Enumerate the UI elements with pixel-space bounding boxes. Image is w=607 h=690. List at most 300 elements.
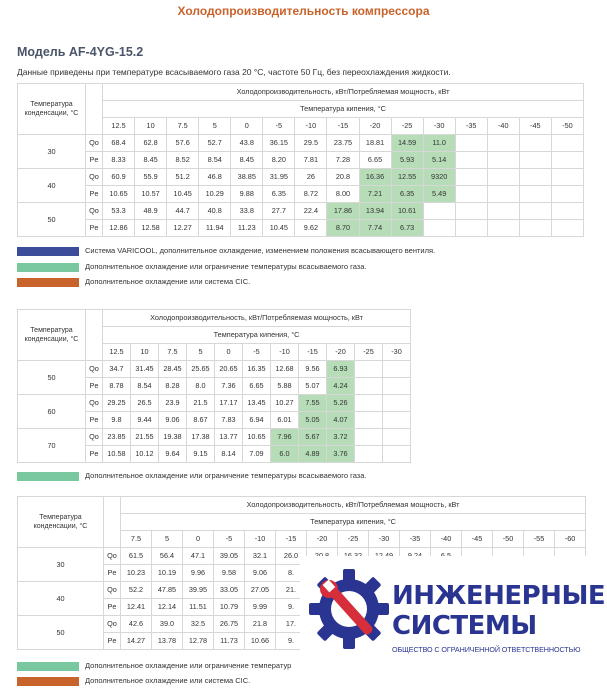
- green-legend-swatch: [17, 263, 79, 272]
- blank-cell: [86, 84, 103, 135]
- table-row: [18, 361, 411, 378]
- value-cell: 33.05: [214, 582, 245, 599]
- value-cell: 12.68: [271, 361, 299, 378]
- value-cell: 23.75: [327, 135, 359, 152]
- value-cell: 29.5: [295, 135, 327, 152]
- table-row: [18, 203, 584, 220]
- value-cell: 43.8: [231, 135, 263, 152]
- value-cell: 5.07: [299, 378, 327, 395]
- evap-temp-cell: -45: [462, 531, 493, 548]
- condensing-temp-cell: 40: [18, 169, 86, 203]
- value-cell: [423, 203, 455, 220]
- value-cell: 10.57: [135, 186, 167, 203]
- value-cell: 21.: [276, 582, 307, 599]
- table-row: [18, 220, 584, 237]
- value-cell: 17.17: [215, 395, 243, 412]
- value-cell: 11.23: [231, 220, 263, 237]
- value-cell: 6.0: [271, 446, 299, 463]
- value-cell: 3.72: [327, 429, 355, 446]
- value-cell: 55.9: [135, 169, 167, 186]
- value-cell: [383, 395, 411, 412]
- row-label: Qo: [86, 135, 103, 152]
- value-cell: 23.85: [103, 429, 131, 446]
- evap-temp-cell: -60: [555, 531, 586, 548]
- value-cell: 34.7: [103, 361, 131, 378]
- value-cell: 8.72: [295, 186, 327, 203]
- row-label: Pe: [104, 599, 121, 616]
- value-cell: 10.61: [391, 203, 423, 220]
- blank-cell: [104, 497, 121, 548]
- value-cell: 12.55: [391, 169, 423, 186]
- value-cell: [355, 412, 383, 429]
- row-label: Qo: [86, 429, 103, 446]
- page-title: Холодопроизводительность компрессора: [177, 4, 430, 18]
- legend-item: [17, 661, 291, 671]
- value-cell: [519, 220, 551, 237]
- row-label: Pe: [104, 565, 121, 582]
- value-cell: 6.93: [327, 361, 355, 378]
- legend-item: [17, 262, 366, 272]
- table-row: [18, 429, 411, 446]
- value-cell: 9.06: [245, 565, 276, 582]
- value-cell: 26.0: [276, 548, 307, 565]
- value-cell: 9.62: [295, 220, 327, 237]
- value-cell: 10.65: [103, 186, 135, 203]
- value-cell: 8.0: [187, 378, 215, 395]
- evap-temp-cell: -50: [551, 118, 583, 135]
- value-cell: 10.45: [263, 220, 295, 237]
- value-cell: 36.15: [263, 135, 295, 152]
- value-cell: 11.94: [199, 220, 231, 237]
- evap-temp-cell: -10: [245, 531, 276, 548]
- legend-text: Дополнительное охлаждение или ограничение температур: [85, 661, 292, 670]
- evap-temp-cell: -5: [263, 118, 295, 135]
- value-cell: 9.15: [187, 446, 215, 463]
- value-cell: [355, 361, 383, 378]
- value-cell: [487, 152, 519, 169]
- value-cell: 62.8: [135, 135, 167, 152]
- value-cell: [551, 152, 583, 169]
- value-cell: 32.5: [183, 616, 214, 633]
- value-cell: [383, 361, 411, 378]
- evap-temp-cell: 12.5: [103, 118, 135, 135]
- value-cell: 17.38: [187, 429, 215, 446]
- value-cell: 10.45: [167, 186, 199, 203]
- value-cell: 9.99: [245, 599, 276, 616]
- value-cell: 26: [295, 169, 327, 186]
- condensing-temp-header: Температура конденсации, °С: [18, 310, 86, 361]
- value-cell: 33.8: [231, 203, 263, 220]
- table-row: [18, 395, 411, 412]
- value-cell: 9.8: [103, 412, 131, 429]
- value-cell: [383, 378, 411, 395]
- value-cell: 57.6: [167, 135, 199, 152]
- evap-temp-cell: 0: [231, 118, 263, 135]
- evap-temp-cell: -15: [327, 118, 359, 135]
- value-cell: 8.45: [231, 152, 263, 169]
- value-cell: 7.74: [359, 220, 391, 237]
- row-label: Qo: [86, 169, 103, 186]
- green-legend-swatch: [17, 472, 79, 481]
- value-cell: 20.8: [327, 169, 359, 186]
- value-cell: 9.58: [214, 565, 245, 582]
- value-cell: [487, 186, 519, 203]
- capacity-power-header: Холодопроизводительность, кВт/Потребляемая мощность, кВт: [103, 310, 411, 327]
- value-cell: 52.7: [199, 135, 231, 152]
- value-cell: 48.9: [135, 203, 167, 220]
- value-cell: 44.7: [167, 203, 199, 220]
- condensing-temp-cell: 50: [18, 361, 86, 395]
- value-cell: 14.59: [391, 135, 423, 152]
- evap-temp-cell: 0: [215, 344, 243, 361]
- value-cell: 9.: [276, 633, 307, 650]
- evap-temp-cell: -25: [338, 531, 369, 548]
- value-cell: 39.0: [152, 616, 183, 633]
- value-cell: [551, 169, 583, 186]
- row-label: Qo: [104, 582, 121, 599]
- value-cell: 17.86: [327, 203, 359, 220]
- capacity-power-header: Холодопроизводительность, кВт/Потребляемая мощность, кВт: [121, 497, 586, 514]
- value-cell: [355, 378, 383, 395]
- value-cell: 7.21: [359, 186, 391, 203]
- evap-temp-cell: -20: [359, 118, 391, 135]
- value-cell: [551, 186, 583, 203]
- row-label: Pe: [104, 633, 121, 650]
- value-cell: 8.28: [159, 378, 187, 395]
- value-cell: 10.79: [214, 599, 245, 616]
- value-cell: 40.8: [199, 203, 231, 220]
- value-cell: 9.56: [299, 361, 327, 378]
- value-cell: 31.95: [263, 169, 295, 186]
- value-cell: [383, 446, 411, 463]
- value-cell: 8.00: [327, 186, 359, 203]
- condensing-temp-cell: 50: [18, 203, 86, 237]
- evap-temp-cell: 7.5: [167, 118, 199, 135]
- value-cell: 12.78: [183, 633, 214, 650]
- evap-temp-cell: 5: [152, 531, 183, 548]
- value-cell: [423, 220, 455, 237]
- value-cell: [487, 203, 519, 220]
- value-cell: 12.27: [167, 220, 199, 237]
- value-cell: 10.12: [131, 446, 159, 463]
- condensing-temp-cell: 30: [18, 548, 104, 582]
- legend-item: [17, 246, 435, 256]
- performance-table-1: [17, 83, 584, 237]
- legend-item: [17, 471, 366, 481]
- value-cell: [551, 203, 583, 220]
- row-label: Qo: [104, 548, 121, 565]
- evap-temp-cell: -50: [493, 531, 524, 548]
- value-cell: [383, 412, 411, 429]
- value-cell: [519, 169, 551, 186]
- company-logo: [305, 565, 605, 669]
- value-cell: 20.65: [215, 361, 243, 378]
- value-cell: 16.35: [243, 361, 271, 378]
- value-cell: 19.38: [159, 429, 187, 446]
- value-cell: 68.4: [103, 135, 135, 152]
- value-cell: [487, 135, 519, 152]
- evaporating-temp-header: Температура кипения, °С: [121, 514, 586, 531]
- value-cell: 56.4: [152, 548, 183, 565]
- value-cell: [355, 429, 383, 446]
- value-cell: 6.01: [271, 412, 299, 429]
- value-cell: 8.: [276, 565, 307, 582]
- evap-temp-cell: 7.5: [159, 344, 187, 361]
- value-cell: 26.75: [214, 616, 245, 633]
- value-cell: 4.24: [327, 378, 355, 395]
- condensing-temp-cell: 70: [18, 429, 86, 463]
- evap-temp-cell: -55: [524, 531, 555, 548]
- condensing-temp-header: Температура конденсации, °С: [18, 497, 104, 548]
- value-cell: 12.14: [152, 599, 183, 616]
- table-row: [18, 169, 584, 186]
- value-cell: 8.45: [135, 152, 167, 169]
- value-cell: [455, 186, 487, 203]
- value-cell: 10.58: [103, 446, 131, 463]
- value-cell: [455, 152, 487, 169]
- value-cell: 10.23: [121, 565, 152, 582]
- value-cell: 13.77: [215, 429, 243, 446]
- value-cell: [551, 135, 583, 152]
- condensing-temp-cell: 30: [18, 135, 86, 169]
- evap-temp-cell: -30: [369, 531, 400, 548]
- evap-temp-cell: 0: [183, 531, 214, 548]
- value-cell: 8.33: [103, 152, 135, 169]
- blank-cell: [86, 310, 103, 361]
- value-cell: [519, 186, 551, 203]
- value-cell: 14.27: [121, 633, 152, 650]
- value-cell: 28.45: [159, 361, 187, 378]
- value-cell: 5.49: [423, 186, 455, 203]
- evap-temp-cell: -25: [391, 118, 423, 135]
- value-cell: 9.: [276, 599, 307, 616]
- value-cell: 4.07: [327, 412, 355, 429]
- value-cell: [455, 169, 487, 186]
- value-cell: 8.54: [131, 378, 159, 395]
- value-cell: 10.27: [271, 395, 299, 412]
- evap-temp-cell: 10: [135, 118, 167, 135]
- value-cell: 7.36: [215, 378, 243, 395]
- value-cell: 26.5: [131, 395, 159, 412]
- evap-temp-cell: 12.5: [103, 344, 131, 361]
- value-cell: 61.5: [121, 548, 152, 565]
- value-cell: [455, 220, 487, 237]
- evap-temp-cell: -30: [383, 344, 411, 361]
- value-cell: 13.45: [243, 395, 271, 412]
- value-cell: 29.25: [103, 395, 131, 412]
- capacity-power-header: Холодопроизводительность, кВт/Потребляемая мощность, кВт: [103, 84, 584, 101]
- value-cell: 16.36: [359, 169, 391, 186]
- performance-table-2: [17, 309, 411, 463]
- value-cell: 51.2: [167, 169, 199, 186]
- value-cell: 9.44: [131, 412, 159, 429]
- row-label: Pe: [86, 378, 103, 395]
- value-cell: [383, 429, 411, 446]
- value-cell: 12.41: [121, 599, 152, 616]
- value-cell: 9.06: [159, 412, 187, 429]
- value-cell: 10.66: [245, 633, 276, 650]
- evap-temp-cell: -15: [299, 344, 327, 361]
- value-cell: 21.5: [187, 395, 215, 412]
- value-cell: 5.93: [391, 152, 423, 169]
- model-title: Модель AF-4YG-15.2: [17, 45, 144, 59]
- row-label: Qo: [104, 616, 121, 633]
- row-label: Pe: [86, 186, 103, 203]
- evap-temp-cell: -5: [214, 531, 245, 548]
- value-cell: 6.35: [263, 186, 295, 203]
- condensing-temp-header: Температура конденсации, °С: [18, 84, 86, 135]
- value-cell: 4.89: [299, 446, 327, 463]
- value-cell: 12.58: [135, 220, 167, 237]
- condensing-temp-cell: 50: [18, 616, 104, 650]
- orange-legend-swatch: [17, 278, 79, 287]
- evap-temp-cell: -25: [355, 344, 383, 361]
- value-cell: 9.88: [231, 186, 263, 203]
- table-row: [18, 152, 584, 169]
- legend-text: Дополнительное охлаждение или ограничение температуры всасываемого газа.: [85, 471, 367, 480]
- value-cell: 7.55: [299, 395, 327, 412]
- value-cell: 27.05: [245, 582, 276, 599]
- value-cell: 22.4: [295, 203, 327, 220]
- value-cell: 42.6: [121, 616, 152, 633]
- value-cell: 9.64: [159, 446, 187, 463]
- evap-temp-cell: -35: [400, 531, 431, 548]
- value-cell: 8.54: [199, 152, 231, 169]
- evap-temp-cell: 10: [131, 344, 159, 361]
- value-cell: 11.73: [214, 633, 245, 650]
- value-cell: 7.81: [295, 152, 327, 169]
- value-cell: 53.3: [103, 203, 135, 220]
- value-cell: 5.26: [327, 395, 355, 412]
- evap-temp-cell: 7.5: [121, 531, 152, 548]
- table-row: [18, 186, 584, 203]
- evap-temp-cell: -40: [431, 531, 462, 548]
- value-cell: 21.8: [245, 616, 276, 633]
- evaporating-temp-header: Температура кипения, °С: [103, 327, 411, 344]
- evap-temp-cell: 5: [199, 118, 231, 135]
- value-cell: 18.81: [359, 135, 391, 152]
- evap-temp-cell: -20: [327, 344, 355, 361]
- value-cell: 32.1: [245, 548, 276, 565]
- value-cell: [355, 446, 383, 463]
- value-cell: 13.94: [359, 203, 391, 220]
- blue-legend-swatch: [17, 247, 79, 256]
- legend-item: [17, 676, 250, 686]
- value-cell: 6.65: [243, 378, 271, 395]
- value-cell: [487, 169, 519, 186]
- value-cell: 10.19: [152, 565, 183, 582]
- row-label: Pe: [86, 412, 103, 429]
- value-cell: [551, 220, 583, 237]
- evap-temp-cell: -35: [455, 118, 487, 135]
- value-cell: 13.78: [152, 633, 183, 650]
- value-cell: 8.52: [167, 152, 199, 169]
- data-conditions-note: Данные приведены при температуре всасываемого газа 20 °С, частоте 50 Гц, без переохлаждения жидкости.: [17, 67, 451, 77]
- value-cell: 3.76: [327, 446, 355, 463]
- value-cell: 5.14: [423, 152, 455, 169]
- value-cell: 7.83: [215, 412, 243, 429]
- value-cell: [487, 220, 519, 237]
- value-cell: 39.05: [214, 548, 245, 565]
- legend-text: Система VARICOOL, дополнительное охлаждение, изменением положения всасывающего вентиля.: [85, 246, 436, 255]
- value-cell: 25.65: [187, 361, 215, 378]
- value-cell: 27.7: [263, 203, 295, 220]
- value-cell: 46.8: [199, 169, 231, 186]
- value-cell: 7.28: [327, 152, 359, 169]
- value-cell: [519, 135, 551, 152]
- value-cell: 52.2: [121, 582, 152, 599]
- value-cell: 7.09: [243, 446, 271, 463]
- value-cell: 39.95: [183, 582, 214, 599]
- value-cell: 23.9: [159, 395, 187, 412]
- value-cell: 12.86: [103, 220, 135, 237]
- value-cell: 6.65: [359, 152, 391, 169]
- row-label: Qo: [86, 361, 103, 378]
- table-row: [18, 135, 584, 152]
- value-cell: 6.35: [391, 186, 423, 203]
- evap-temp-cell: -15: [276, 531, 307, 548]
- value-cell: 6.94: [243, 412, 271, 429]
- evap-temp-cell: -45: [519, 118, 551, 135]
- value-cell: 10.29: [199, 186, 231, 203]
- value-cell: [455, 203, 487, 220]
- row-label: Qo: [86, 203, 103, 220]
- gear-wrench-icon: [305, 565, 393, 653]
- value-cell: 47.85: [152, 582, 183, 599]
- value-cell: 7.96: [271, 429, 299, 446]
- value-cell: 47.1: [183, 548, 214, 565]
- value-cell: 38.85: [231, 169, 263, 186]
- value-cell: 8.78: [103, 378, 131, 395]
- value-cell: 6.73: [391, 220, 423, 237]
- value-cell: [455, 135, 487, 152]
- evap-temp-cell: -5: [243, 344, 271, 361]
- evaporating-temp-header: Температура кипения, °С: [103, 101, 584, 118]
- evap-temp-cell: -20: [307, 531, 338, 548]
- value-cell: 5.88: [271, 378, 299, 395]
- logo-text-line1: ИНЖЕНЕРНЫЕ: [392, 581, 606, 611]
- row-label: Pe: [86, 220, 103, 237]
- value-cell: 11.51: [183, 599, 214, 616]
- row-label: Pe: [86, 446, 103, 463]
- value-cell: 31.45: [131, 361, 159, 378]
- value-cell: 17.: [276, 616, 307, 633]
- condensing-temp-cell: 60: [18, 395, 86, 429]
- value-cell: 9320: [423, 169, 455, 186]
- value-cell: 8.14: [215, 446, 243, 463]
- legend-item: [17, 277, 250, 287]
- logo-text-line3: ОБЩЕСТВО С ОГРАНИЧЕННОЙ ОТВЕТСТВЕННОСТЬЮ: [392, 645, 581, 654]
- value-cell: 11.0: [423, 135, 455, 152]
- value-cell: [519, 203, 551, 220]
- green-legend-swatch: [17, 662, 79, 671]
- value-cell: 60.9: [103, 169, 135, 186]
- legend-text: Дополнительное охлаждение или система CIC.: [85, 676, 251, 685]
- value-cell: 10.65: [243, 429, 271, 446]
- legend-text: Дополнительное охлаждение или ограничение температуры всасываемого газа.: [85, 262, 367, 271]
- evap-temp-cell: 5: [187, 344, 215, 361]
- row-label: Qo: [86, 395, 103, 412]
- logo-text-line2: СИСТЕМЫ: [392, 611, 537, 641]
- value-cell: [355, 395, 383, 412]
- orange-legend-swatch: [17, 677, 79, 686]
- value-cell: 8.70: [327, 220, 359, 237]
- value-cell: 8.20: [263, 152, 295, 169]
- legend-text: Дополнительное охлаждение или система CIC.: [85, 277, 251, 286]
- evap-temp-cell: -10: [271, 344, 299, 361]
- value-cell: 5.05: [299, 412, 327, 429]
- value-cell: 21.55: [131, 429, 159, 446]
